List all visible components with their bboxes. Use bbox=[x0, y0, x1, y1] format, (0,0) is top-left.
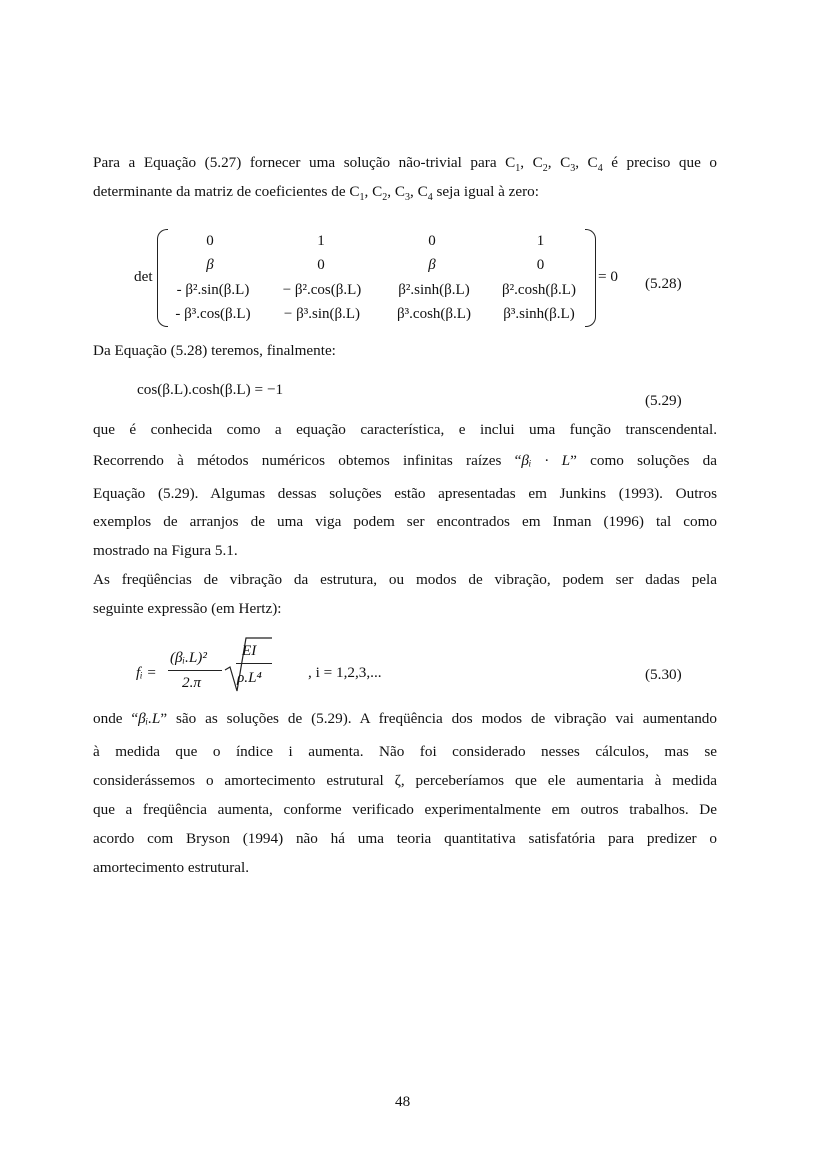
matrix-cell: 1 bbox=[317, 233, 325, 249]
matrix-cell: - β².sin(β.L) bbox=[176, 282, 250, 298]
matrix-cell: 0 bbox=[317, 257, 325, 273]
fraction-bar bbox=[168, 670, 222, 671]
root-fraction-bar bbox=[236, 663, 272, 664]
matrix-cell: - β³.cos(β.L) bbox=[175, 306, 251, 322]
matrix-cell: 0 bbox=[428, 233, 436, 249]
equation-5-29: cos(β.L).cosh(β.L) = −1 bbox=[137, 381, 284, 398]
line-da-equacao: Da Equação (5.28) teremos, finalmente: bbox=[93, 342, 336, 359]
matrix-cell: − β².cos(β.L) bbox=[282, 282, 362, 298]
frequency-lhs: fᵢ = bbox=[136, 664, 157, 681]
matrix-cell: β³.sinh(β.L) bbox=[503, 306, 575, 322]
fraction-denominator: 2.π bbox=[182, 674, 201, 691]
matrix-cell: β³.cosh(β.L) bbox=[397, 306, 471, 322]
index-range: , i = 1,2,3,... bbox=[308, 664, 382, 681]
paragraph-2-line-5: mostrado na Figura 5.1. bbox=[93, 542, 238, 559]
paragraph-3-line-2: seguinte expressão (em Hertz): bbox=[93, 600, 282, 617]
matrix-cell: 0 bbox=[206, 233, 214, 249]
matrix-cell: − β³.sin(β.L) bbox=[283, 306, 361, 322]
matrix-cell: β².cosh(β.L) bbox=[502, 282, 576, 298]
paragraph-1-line-1: Para a Equação (5.27) fornecer uma solução não-trivial para $C_1$, $C_2$, $C_3$, $C_4$ é preciso que o bbox=[93, 154, 718, 175]
page-number: 48 bbox=[395, 1093, 411, 1110]
equation-number-5-29: (5.29) bbox=[645, 392, 682, 409]
paragraph-2-line-2: Recorrendo à métodos numéricos obtemos infinitas raízes “βᵢ · L” como soluções da bbox=[93, 452, 717, 469]
paragraph-2-line-3: Equação (5.29). Algumas dessas soluções estão apresentadas em Junkins (1993). Outros bbox=[93, 485, 717, 502]
paragraph-4-line-3: considerássemos o amortecimento estrutural ζ, perceberíamos que ele aumentaria à medida bbox=[93, 772, 717, 789]
equation-number-5-28: (5.28) bbox=[645, 275, 682, 292]
paragraph-2-line-1: que é conhecida como a equação característica, e inclui uma função transcendental. bbox=[93, 421, 717, 438]
root-numerator: EI bbox=[242, 642, 257, 659]
matrix-cell: β bbox=[206, 257, 214, 273]
paragraph-3-line-1: As freqüências de vibração da estrutura, ou modos de vibração, podem ser dadas pela bbox=[93, 571, 717, 588]
paragraph-1-line-2: determinante da matriz de coeficientes de $C_1$, $C_2$, $C_3$, $C_4$ seja igual à zero: bbox=[93, 183, 539, 204]
matrix-cell: 0 bbox=[536, 257, 545, 273]
det-label: det bbox=[134, 268, 153, 285]
matrix-cell: 1 bbox=[536, 233, 545, 249]
equation-number-5-30: (5.30) bbox=[645, 666, 682, 683]
fraction-numerator: (βᵢ.L)² bbox=[170, 649, 207, 666]
paragraph-4-line-5: acordo com Bryson (1994) não há uma teoria quantitativa satisfatória para predizer o bbox=[93, 830, 717, 847]
equals-zero: = 0 bbox=[598, 268, 618, 285]
paragraph-2-line-4: exemplos de arranjos de uma viga podem ser encontrados em Inman (1996) tal como bbox=[93, 513, 717, 530]
root-denominator: ρ.L⁴ bbox=[237, 669, 262, 686]
paragraph-4-line-2: à medida que o índice i aumenta. Não foi considerado nesses cálculos, mas se bbox=[93, 743, 717, 760]
paragraph-4-line-6: amortecimento estrutural. bbox=[93, 859, 250, 876]
matrix-cell: β².sinh(β.L) bbox=[398, 282, 470, 298]
paragraph-4-line-4: que a freqüência aumenta, conforme verificado experimentalmente em outros trabalhos. De bbox=[93, 801, 717, 818]
paragraph-4-line-1: onde “βᵢ.L” são as soluções de (5.29). A freqüência dos modos de vibração vai aumentando bbox=[93, 710, 717, 727]
matrix-cell: β bbox=[428, 257, 436, 273]
